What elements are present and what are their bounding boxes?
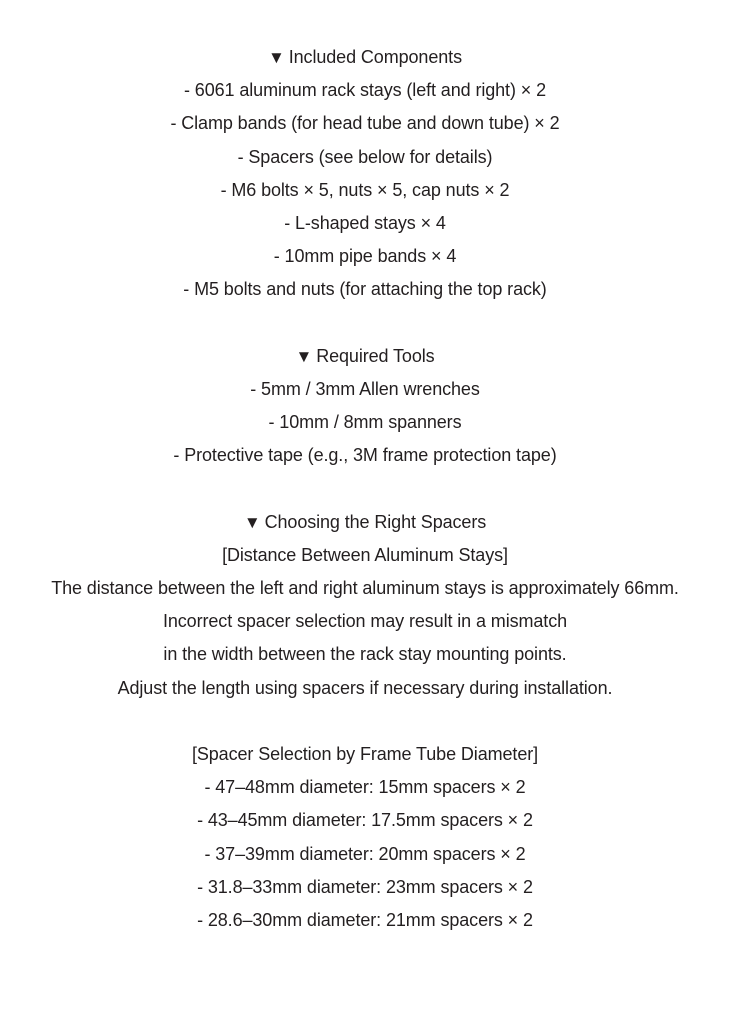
distance-line: The distance between the left and right aluminum stays is approximately 66mm. <box>51 578 679 598</box>
triangle-down-icon: ▼ <box>295 346 313 366</box>
tools-item: - Protective tape (e.g., 3M frame protection tape) <box>173 445 557 466</box>
included-item: - 6061 aluminum rack stays (left and right) × 2 <box>184 80 546 101</box>
included-item: - L-shaped stays × 4 <box>284 212 446 233</box>
included-heading-text: Included Components <box>288 47 462 67</box>
tools-item: - 5mm / 3mm Allen wrenches <box>250 378 480 399</box>
included-item: - Spacers (see below for details) <box>237 146 493 167</box>
distance-line: in the width between the rack stay mounting points. <box>163 644 567 665</box>
included-item: - M6 bolts × 5, nuts × 5, cap nuts × 2 <box>220 179 510 200</box>
selection-item: - 37–39mm diameter: 20mm spacers × 2 <box>204 843 526 864</box>
section-spacer <box>0 705 730 738</box>
selection-item: - 28.6–30mm diameter: 21mm spacers × 2 <box>197 909 533 930</box>
selection-title: [Spacer Selection by Frame Tube Diameter] <box>191 743 539 764</box>
section-spacer <box>0 472 730 505</box>
included-heading <box>0 41 730 74</box>
distance-title: [Distance Between Aluminum Stays] <box>222 544 508 565</box>
selection-item: - 47–48mm diameter: 15mm spacers × 2 <box>204 777 526 798</box>
selection-item: - 31.8–33mm diameter: 23mm spacers × 2 <box>197 876 533 897</box>
triangle-down-icon: ▼ <box>268 48 285 67</box>
tools-item: - 10mm / 8mm spanners <box>268 412 462 433</box>
section-spacer <box>0 307 730 340</box>
instruction-document <box>0 41 730 937</box>
included-item: - Clamp bands (for head tube and down tube) × 2 <box>170 113 560 134</box>
tools-heading <box>0 340 730 373</box>
spacers-heading <box>0 506 730 539</box>
included-item: - M5 bolts and nuts (for attaching the top rack) <box>183 279 547 300</box>
selection-item: - 43–45mm diameter: 17.5mm spacers × 2 <box>197 810 533 831</box>
distance-line: Adjust the length using spacers if necessary during installation. <box>117 677 613 698</box>
distance-line: Incorrect spacer selection may result in a mismatch <box>162 611 568 632</box>
spacers-heading-text: Choosing the Right Spacers <box>264 511 487 532</box>
tools-heading-text: Required Tools <box>316 345 435 366</box>
triangle-down-icon: ▼ <box>243 512 261 532</box>
included-item: - 10mm pipe bands × 4 <box>273 246 457 267</box>
